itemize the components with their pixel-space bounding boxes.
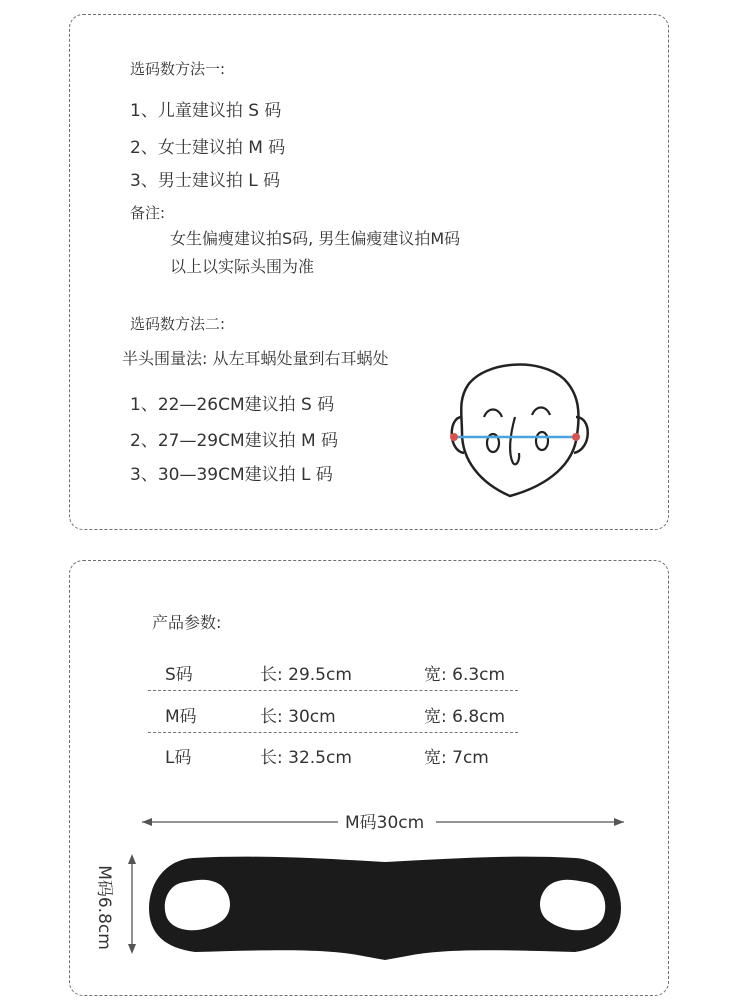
head-measurement-icon bbox=[440, 355, 600, 505]
params-width-s: 宽: 6.3cm bbox=[424, 665, 506, 685]
params-size-m: M码 bbox=[165, 707, 197, 727]
method1-item-3: 3、男士建议拍 L 码 bbox=[130, 171, 281, 191]
method2-item-2: 2、27—29CM建议拍 M 码 bbox=[130, 431, 339, 451]
params-width-m: 宽: 6.8cm bbox=[424, 707, 506, 727]
note-line-2: 以上以实际头围为准 bbox=[170, 257, 315, 276]
params-width-l: 宽: 7cm bbox=[424, 748, 489, 768]
method2-item-3: 3、30—39CM建议拍 L 码 bbox=[130, 465, 333, 485]
method1-title: 选码数方法一: bbox=[130, 60, 226, 78]
params-size-s: S码 bbox=[165, 665, 193, 685]
method1-item-2: 2、女士建议拍 M 码 bbox=[130, 138, 286, 158]
params-length-s: 长: 29.5cm bbox=[260, 665, 352, 685]
face-mask-icon bbox=[145, 852, 625, 962]
params-size-l: L码 bbox=[165, 748, 192, 768]
width-dimension-label: M码30cm bbox=[345, 808, 424, 833]
method1-item-1: 1、儿童建议拍 S 码 bbox=[130, 101, 282, 121]
params-length-l: 长: 32.5cm bbox=[260, 748, 352, 768]
height-dimension-arrow bbox=[122, 852, 142, 956]
params-title: 产品参数: bbox=[152, 613, 222, 632]
params-divider-1 bbox=[148, 690, 518, 691]
height-dimension-label: M码6.8cm bbox=[93, 865, 114, 950]
method2-subtitle: 半头围量法: 从左耳蜗处量到右耳蜗处 bbox=[122, 349, 389, 368]
note-label: 备注: bbox=[130, 204, 166, 222]
method2-item-1: 1、22—26CM建议拍 S 码 bbox=[130, 395, 335, 415]
params-length-m: 长: 30cm bbox=[260, 707, 336, 727]
note-line-1: 女生偏瘦建议拍S码, 男生偏瘦建议拍M码 bbox=[170, 229, 461, 248]
params-divider-2 bbox=[148, 732, 518, 733]
method2-title: 选码数方法二: bbox=[130, 315, 226, 333]
